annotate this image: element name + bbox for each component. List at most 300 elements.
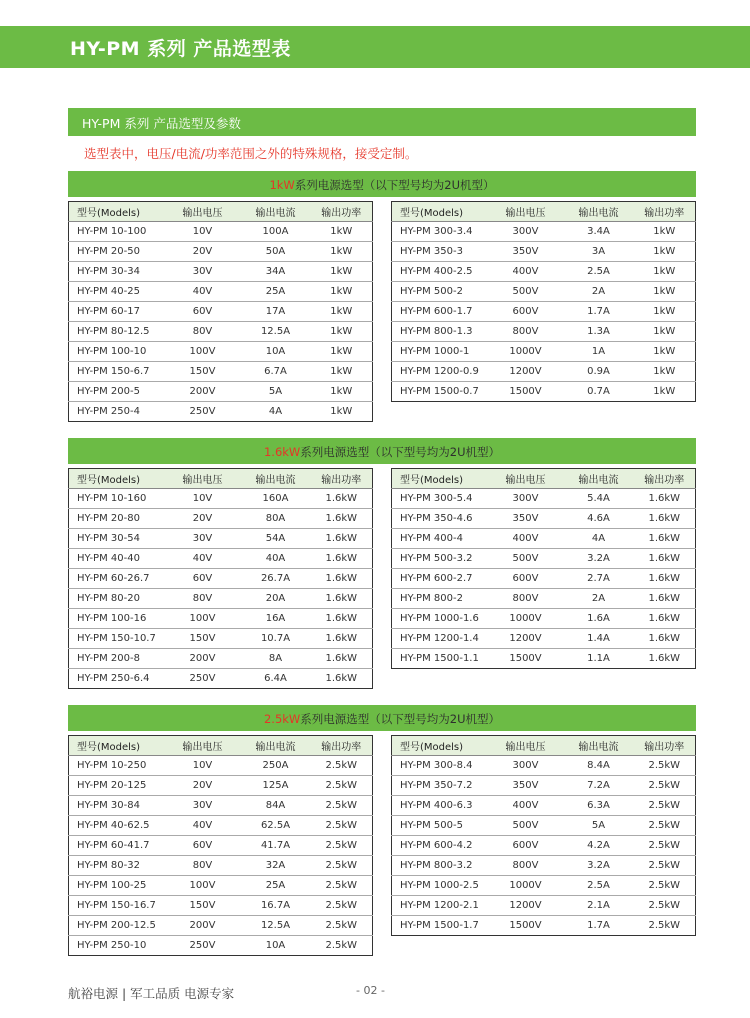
model-cell: HY-PM 10-250 — [69, 756, 165, 776]
table-row — [69, 836, 373, 856]
table-row — [69, 589, 373, 609]
current-cell: 2.5A — [564, 262, 634, 282]
power-cell: 1kW — [634, 242, 696, 262]
table-row — [392, 796, 696, 816]
column-header: 输出电压 — [165, 469, 241, 489]
section-power: 2.5kW — [263, 712, 301, 726]
voltage-cell: 1000V — [488, 609, 564, 629]
table-row — [392, 529, 696, 549]
current-cell: 3.4A — [564, 222, 634, 242]
model-cell: HY-PM 1200-1.4 — [392, 629, 488, 649]
table-row — [69, 382, 373, 402]
power-cell: 1.6kW — [311, 489, 373, 509]
voltage-cell: 20V — [165, 509, 241, 529]
power-cell: 1kW — [311, 342, 373, 362]
power-cell: 2.5kW — [634, 896, 696, 916]
column-header: 输出电流 — [241, 736, 311, 756]
voltage-cell: 60V — [165, 302, 241, 322]
table-row — [392, 589, 696, 609]
voltage-cell: 400V — [488, 262, 564, 282]
current-cell: 2.7A — [564, 569, 634, 589]
model-cell: HY-PM 300-8.4 — [392, 756, 488, 776]
table-row — [69, 322, 373, 342]
power-cell: 1kW — [311, 242, 373, 262]
model-cell: HY-PM 200-8 — [69, 649, 165, 669]
current-cell: 16.7A — [241, 896, 311, 916]
model-cell: HY-PM 80-20 — [69, 589, 165, 609]
model-cell: HY-PM 500-3.2 — [392, 549, 488, 569]
model-cell: HY-PM 30-34 — [69, 262, 165, 282]
power-cell: 1kW — [311, 262, 373, 282]
power-cell: 1.6kW — [634, 609, 696, 629]
current-cell: 5.4A — [564, 489, 634, 509]
current-cell: 12.5A — [241, 322, 311, 342]
table-row — [392, 242, 696, 262]
table-row — [69, 916, 373, 936]
column-header: 输出功率 — [311, 736, 373, 756]
table-row — [69, 896, 373, 916]
voltage-cell: 1500V — [509, 386, 542, 397]
table-row — [392, 856, 696, 876]
voltage-cell: 150V — [165, 362, 241, 382]
model-cell: HY-PM 200-12.5 — [69, 916, 165, 936]
current-cell: 0.7A — [587, 386, 610, 397]
current-cell: 16A — [241, 609, 311, 629]
table-row — [392, 282, 696, 302]
voltage-cell: 400V — [488, 529, 564, 549]
power-cell: 2.5kW — [311, 876, 373, 896]
voltage-cell: 40V — [165, 282, 241, 302]
power-cell: 1kW — [634, 262, 696, 282]
current-cell: 54A — [241, 529, 311, 549]
spec-table-right — [391, 735, 696, 936]
power-cell: 1.6kW — [311, 529, 373, 549]
column-header: 输出电流 — [564, 736, 634, 756]
voltage-cell: 350V — [488, 509, 564, 529]
table-header-row — [392, 736, 696, 756]
power-cell: 1kW — [634, 342, 696, 362]
current-cell: 20A — [241, 589, 311, 609]
power-cell: 2.5kW — [634, 796, 696, 816]
power-cell: 1kW — [311, 282, 373, 302]
top-banner — [0, 26, 750, 68]
voltage-cell: 100V — [165, 609, 241, 629]
current-cell: 1.7A — [587, 920, 610, 931]
current-cell: 12.5A — [241, 916, 311, 936]
column-header: 输出电压 — [488, 469, 564, 489]
power-cell: 1kW — [634, 302, 696, 322]
voltage-cell: 800V — [488, 856, 564, 876]
table-row — [392, 756, 696, 776]
voltage-cell: 1000V — [488, 876, 564, 896]
voltage-cell: 10V — [165, 756, 241, 776]
table-header-row — [69, 736, 373, 756]
current-cell: 3.2A — [564, 856, 634, 876]
voltage-cell: 80V — [165, 589, 241, 609]
power-cell: 1.6kW — [634, 629, 696, 649]
section-power: 1.6kW — [263, 445, 301, 459]
current-cell: 40A — [241, 549, 311, 569]
power-cell: 1kW — [311, 222, 373, 242]
model-cell: HY-PM 60-41.7 — [69, 836, 165, 856]
current-cell: 2.5A — [564, 876, 634, 896]
power-cell: 1kW — [634, 282, 696, 302]
table-row — [392, 896, 696, 916]
section-title-text: 系列电源选型（以下型号均为2U机型） — [300, 445, 501, 459]
table-row — [69, 796, 373, 816]
current-cell: 3.2A — [564, 549, 634, 569]
footer-brand: 航裕电源 | 军工品质 电源专家 — [68, 986, 235, 1001]
section-title — [264, 444, 500, 460]
table-row — [392, 302, 696, 322]
model-cell: HY-PM 1000-2.5 — [392, 876, 488, 896]
model-cell: HY-PM 150-6.7 — [69, 362, 165, 382]
current-cell: 10A — [265, 940, 286, 951]
table-row — [69, 669, 373, 689]
table-row — [69, 876, 373, 896]
voltage-cell: 60V — [165, 569, 241, 589]
table-header-row — [392, 469, 696, 489]
table-row — [392, 322, 696, 342]
model-cell: HY-PM 60-17 — [69, 302, 165, 322]
current-cell: 32A — [241, 856, 311, 876]
current-cell: 1.3A — [564, 322, 634, 342]
table-row — [392, 222, 696, 242]
model-cell: HY-PM 350-4.6 — [392, 509, 488, 529]
current-cell: 2.1A — [564, 896, 634, 916]
voltage-cell: 150V — [165, 896, 241, 916]
model-cell: HY-PM 30-84 — [69, 796, 165, 816]
model-cell: HY-PM 1200-0.9 — [392, 362, 488, 382]
table-row — [392, 609, 696, 629]
power-cell: 1kW — [311, 322, 373, 342]
model-cell: HY-PM 800-3.2 — [392, 856, 488, 876]
table-row — [392, 342, 696, 362]
voltage-cell: 600V — [488, 836, 564, 856]
voltage-cell: 250V — [189, 406, 216, 417]
column-header: 型号(Models) — [392, 469, 488, 489]
power-cell: 1.6kW — [634, 589, 696, 609]
voltage-cell: 1500V — [509, 653, 542, 664]
table-row — [392, 629, 696, 649]
table-row — [69, 936, 373, 956]
model-cell: HY-PM 500-2 — [392, 282, 488, 302]
column-header: 输出功率 — [311, 202, 373, 222]
voltage-cell: 1200V — [488, 362, 564, 382]
current-cell: 1.4A — [564, 629, 634, 649]
table-row — [392, 382, 696, 402]
power-cell: 1.6kW — [634, 569, 696, 589]
model-cell: HY-PM 100-10 — [69, 342, 165, 362]
model-cell: HY-PM 30-54 — [69, 529, 165, 549]
column-header: 型号(Models) — [69, 202, 165, 222]
voltage-cell: 500V — [488, 549, 564, 569]
table-row — [392, 876, 696, 896]
voltage-cell: 1500V — [509, 920, 542, 931]
voltage-cell: 1000V — [488, 342, 564, 362]
column-header: 输出电压 — [488, 736, 564, 756]
power-cell: 1.6kW — [311, 609, 373, 629]
model-cell: HY-PM 500-5 — [392, 816, 488, 836]
power-cell: 2.5kW — [648, 920, 681, 931]
power-cell: 2.5kW — [311, 816, 373, 836]
table-row — [69, 302, 373, 322]
current-cell: 6.3A — [564, 796, 634, 816]
model-cell: HY-PM 20-50 — [69, 242, 165, 262]
model-cell: HY-PM 400-2.5 — [392, 262, 488, 282]
current-cell: 100A — [241, 222, 311, 242]
column-header: 型号(Models) — [392, 202, 488, 222]
section-header — [68, 705, 696, 731]
power-cell: 1kW — [634, 362, 696, 382]
spec-table-right — [391, 201, 696, 402]
table-header-row — [69, 202, 373, 222]
power-cell: 1kW — [311, 362, 373, 382]
spec-table-left — [68, 735, 373, 956]
power-cell: 2.5kW — [311, 796, 373, 816]
power-cell: 2.5kW — [311, 776, 373, 796]
power-cell: 1.6kW — [311, 629, 373, 649]
table-row — [69, 489, 373, 509]
current-cell: 1.6A — [564, 609, 634, 629]
table-row — [392, 509, 696, 529]
model-cell: HY-PM 1000-1.6 — [392, 609, 488, 629]
table-row — [392, 836, 696, 856]
table-row — [69, 342, 373, 362]
table-row — [392, 916, 696, 936]
current-cell: 250A — [241, 756, 311, 776]
table-row — [392, 776, 696, 796]
current-cell: 50A — [241, 242, 311, 262]
power-cell: 1.6kW — [311, 649, 373, 669]
spec-table-right — [391, 468, 696, 669]
page-title: HY-PM 系列 产品选型表 — [70, 38, 291, 60]
voltage-cell: 500V — [488, 282, 564, 302]
table-row — [392, 549, 696, 569]
model-cell: HY-PM 400-6.3 — [392, 796, 488, 816]
power-cell: 1kW — [634, 222, 696, 242]
power-cell: 1.6kW — [634, 549, 696, 569]
model-cell: HY-PM 800-2 — [392, 589, 488, 609]
power-cell: 2.5kW — [311, 756, 373, 776]
table-row — [69, 509, 373, 529]
model-cell: HY-PM 100-25 — [69, 876, 165, 896]
voltage-cell: 600V — [488, 302, 564, 322]
current-cell: 84A — [241, 796, 311, 816]
column-header: 输出功率 — [634, 469, 696, 489]
model-cell: HY-PM 250-10 — [77, 940, 147, 951]
power-cell: 2.5kW — [311, 916, 373, 936]
model-cell: HY-PM 40-40 — [69, 549, 165, 569]
power-cell: 1kW — [311, 302, 373, 322]
table-row — [392, 362, 696, 382]
table-row — [69, 362, 373, 382]
current-cell: 0.9A — [564, 362, 634, 382]
column-header: 输出功率 — [311, 469, 373, 489]
model-cell: HY-PM 1200-2.1 — [392, 896, 488, 916]
voltage-cell: 80V — [165, 856, 241, 876]
current-cell: 41.7A — [241, 836, 311, 856]
current-cell: 5A — [564, 816, 634, 836]
model-cell: HY-PM 10-160 — [69, 489, 165, 509]
power-cell: 1.6kW — [634, 529, 696, 549]
voltage-cell: 300V — [488, 222, 564, 242]
current-cell: 25A — [241, 876, 311, 896]
model-cell: HY-PM 20-125 — [69, 776, 165, 796]
model-cell: HY-PM 400-4 — [392, 529, 488, 549]
current-cell: 6.7A — [241, 362, 311, 382]
power-cell: 2.5kW — [634, 756, 696, 776]
power-cell: 1kW — [311, 382, 373, 402]
current-cell: 4.6A — [564, 509, 634, 529]
custom-spec-note: 选型表中，电压/电流/功率范围之外的特殊规格，接受定制。 — [84, 146, 418, 161]
current-cell: 1.1A — [587, 653, 610, 664]
table-row — [69, 529, 373, 549]
voltage-cell: 100V — [165, 342, 241, 362]
voltage-cell: 10V — [165, 489, 241, 509]
current-cell: 2A — [564, 282, 634, 302]
voltage-cell: 300V — [488, 489, 564, 509]
current-cell: 1.7A — [564, 302, 634, 322]
column-header: 输出电压 — [488, 202, 564, 222]
power-cell: 2.5kW — [634, 856, 696, 876]
voltage-cell: 150V — [165, 629, 241, 649]
current-cell: 5A — [241, 382, 311, 402]
power-cell: 1.6kW — [325, 673, 358, 684]
model-cell: HY-PM 600-1.7 — [392, 302, 488, 322]
spec-table-left — [68, 201, 373, 422]
power-cell: 1.6kW — [311, 569, 373, 589]
model-cell: HY-PM 250-4 — [77, 406, 140, 417]
sub-banner — [68, 108, 696, 136]
table-row — [69, 856, 373, 876]
model-cell: HY-PM 200-5 — [69, 382, 165, 402]
power-cell: 1.6kW — [634, 509, 696, 529]
model-cell: HY-PM 300-3.4 — [392, 222, 488, 242]
voltage-cell: 600V — [488, 569, 564, 589]
model-cell: HY-PM 60-26.7 — [69, 569, 165, 589]
voltage-cell: 30V — [165, 529, 241, 549]
model-cell: HY-PM 150-10.7 — [69, 629, 165, 649]
table-row — [69, 649, 373, 669]
voltage-cell: 40V — [165, 816, 241, 836]
section-title-text: 系列电源选型（以下型号均为2U机型） — [294, 178, 495, 192]
table-row — [69, 402, 373, 422]
voltage-cell: 1200V — [488, 896, 564, 916]
power-cell: 2.5kW — [634, 836, 696, 856]
voltage-cell: 100V — [165, 876, 241, 896]
voltage-cell: 800V — [488, 589, 564, 609]
section-title-text: 系列电源选型（以下型号均为2U机型） — [300, 712, 501, 726]
voltage-cell: 350V — [488, 242, 564, 262]
current-cell: 6.4A — [264, 673, 287, 684]
power-cell: 1.6kW — [311, 549, 373, 569]
power-cell: 1.6kW — [311, 509, 373, 529]
current-cell: 62.5A — [241, 816, 311, 836]
spec-table-left — [68, 468, 373, 689]
power-cell: 2.5kW — [311, 856, 373, 876]
table-row — [69, 629, 373, 649]
current-cell: 1A — [564, 342, 634, 362]
column-header: 输出电压 — [165, 202, 241, 222]
table-row — [392, 569, 696, 589]
table-row — [69, 262, 373, 282]
model-cell: HY-PM 80-32 — [69, 856, 165, 876]
power-cell: 2.5kW — [634, 776, 696, 796]
model-cell: HY-PM 350-3 — [392, 242, 488, 262]
model-cell: HY-PM 1500-0.7 — [400, 386, 479, 397]
current-cell: 10.7A — [241, 629, 311, 649]
table-header-row — [69, 469, 373, 489]
section-power: 1kW — [269, 178, 295, 192]
table-header-row — [392, 202, 696, 222]
model-cell: HY-PM 40-62.5 — [69, 816, 165, 836]
current-cell: 7.2A — [564, 776, 634, 796]
power-cell: 1.6kW — [648, 653, 681, 664]
column-header: 输出电流 — [564, 469, 634, 489]
table-row — [69, 282, 373, 302]
current-cell: 26.7A — [241, 569, 311, 589]
table-row — [69, 816, 373, 836]
current-cell: 17A — [241, 302, 311, 322]
current-cell: 125A — [241, 776, 311, 796]
model-cell: HY-PM 800-1.3 — [392, 322, 488, 342]
voltage-cell: 250V — [189, 673, 216, 684]
column-header: 型号(Models) — [69, 469, 165, 489]
current-cell: 4.2A — [564, 836, 634, 856]
current-cell: 8.4A — [564, 756, 634, 776]
section-header — [68, 438, 696, 464]
model-cell: HY-PM 600-4.2 — [392, 836, 488, 856]
column-header: 输出电流 — [241, 202, 311, 222]
table-row — [69, 549, 373, 569]
current-cell: 160A — [241, 489, 311, 509]
model-cell: HY-PM 300-5.4 — [392, 489, 488, 509]
table-row — [69, 776, 373, 796]
table-row — [69, 756, 373, 776]
column-header: 输出功率 — [634, 736, 696, 756]
voltage-cell: 60V — [165, 836, 241, 856]
model-cell: HY-PM 1500-1.7 — [400, 920, 479, 931]
column-header: 输出功率 — [634, 202, 696, 222]
model-cell: HY-PM 150-16.7 — [69, 896, 165, 916]
voltage-cell: 20V — [165, 776, 241, 796]
column-header: 型号(Models) — [69, 736, 165, 756]
voltage-cell: 400V — [488, 796, 564, 816]
page-number: - 02 - — [356, 984, 385, 997]
current-cell: 4A — [564, 529, 634, 549]
power-cell: 2.5kW — [311, 836, 373, 856]
current-cell: 25A — [241, 282, 311, 302]
current-cell: 8A — [241, 649, 311, 669]
current-cell: 3A — [564, 242, 634, 262]
power-cell: 1kW — [634, 322, 696, 342]
voltage-cell: 200V — [165, 916, 241, 936]
current-cell: 2A — [564, 589, 634, 609]
power-cell: 2.5kW — [311, 896, 373, 916]
model-cell: HY-PM 80-12.5 — [69, 322, 165, 342]
voltage-cell: 350V — [488, 776, 564, 796]
model-cell: HY-PM 10-100 — [69, 222, 165, 242]
column-header: 输出电流 — [564, 202, 634, 222]
current-cell: 80A — [241, 509, 311, 529]
table-row — [69, 222, 373, 242]
column-header: 型号(Models) — [392, 736, 488, 756]
model-cell: HY-PM 350-7.2 — [392, 776, 488, 796]
model-cell: HY-PM 100-16 — [69, 609, 165, 629]
table-row — [69, 609, 373, 629]
voltage-cell: 1200V — [488, 629, 564, 649]
